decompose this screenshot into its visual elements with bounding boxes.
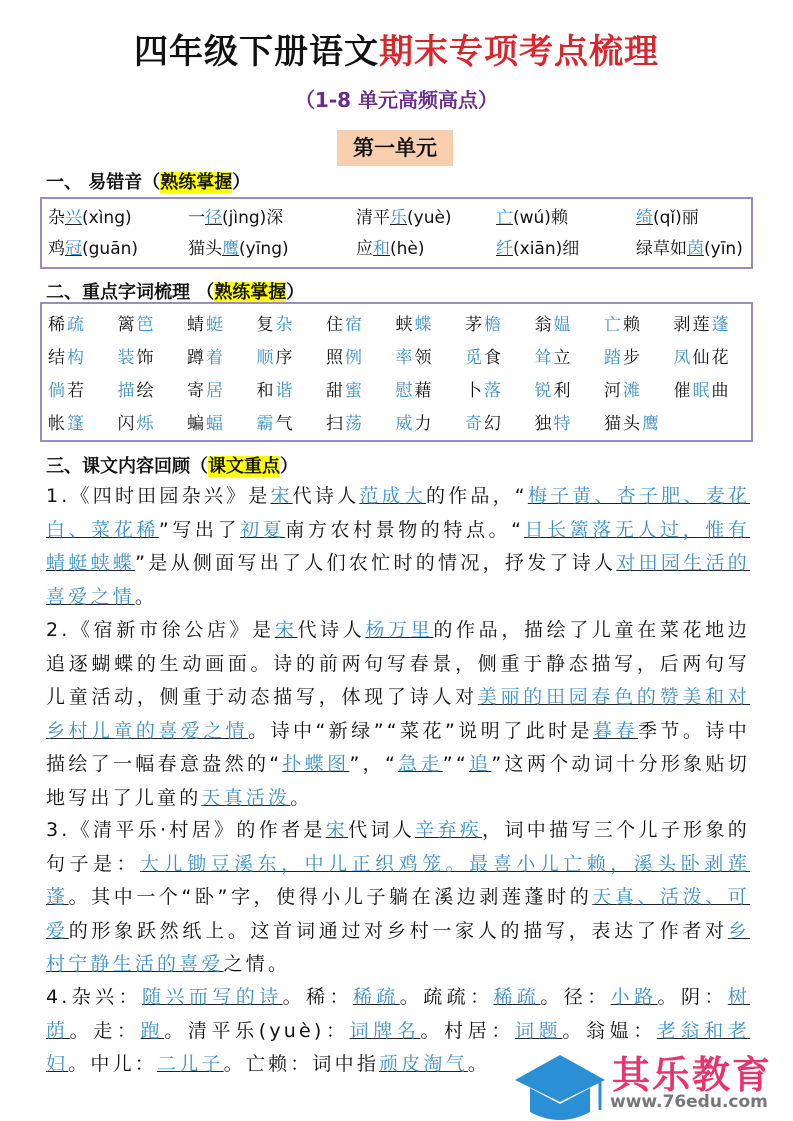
text: 照 [326,348,345,368]
word-item [674,375,744,408]
highlight: 课文重点 [208,456,280,477]
text: 步 [623,348,642,368]
section-end: ） [280,456,298,477]
watermark-name: 其乐教育 [612,1053,773,1097]
text: 。中儿： [68,1053,158,1075]
text: 蝙 [187,414,206,434]
underlined-answer: 二儿子 [157,1053,224,1075]
text: (yīn) [704,239,743,259]
word-item [465,309,535,342]
key-character: 描 [117,381,137,401]
key-character: 慰 [395,381,415,401]
text: 复 [256,315,276,335]
underlined-answer: 径 [205,208,222,228]
underlined-answer: 顽皮淘气 [379,1053,468,1075]
section-heading-3 [46,452,298,478]
underlined-answer: 梅子黄、杏子肥、麦花白、菜花稀 [46,485,750,541]
text: 。走： [69,1019,141,1042]
word-item [48,408,118,441]
underlined-answer: 扑蝶图 [282,753,350,775]
word-item [187,408,257,441]
text: 剥莲 [673,315,712,335]
key-character: 篷 [67,414,86,434]
key-character: 觅 [465,348,484,368]
word-item [187,342,257,375]
key-character: 锐 [534,381,554,401]
word-item [604,309,674,342]
underlined-answer: 稀疏 [493,986,541,1008]
word-item [326,342,396,375]
text: 代诗人 [297,619,366,641]
word-item [535,408,605,441]
underlined-answer: 追 [468,753,492,775]
underlined-answer: 亡 [496,208,513,228]
text: 稀 [48,315,67,335]
text: 食 [484,348,503,368]
text: 之情。 [223,953,291,975]
word-item [118,375,188,408]
text: 蛱 [395,315,415,335]
text: 猫头 [604,414,642,434]
word-item [396,309,466,342]
key-character: 蜓 [206,315,225,335]
key-character: 滩 [623,381,642,401]
text: (qǐ)丽 [653,208,699,228]
text: 。其中一个“卧”字，使得小儿子躺在溪边剥莲蓬时的 [68,886,593,908]
underlined-answer: 急走 [398,753,443,775]
underlined-answer: 鹰 [222,239,239,259]
text: 应 [356,239,373,259]
highlight: 熟练掌握 [160,172,233,193]
text: 绘 [136,381,156,401]
key-character: 居 [206,381,225,401]
word-item [48,342,118,375]
underlined-answer: 跑 [140,1019,165,1042]
key-character: 媪 [553,315,573,335]
key-character: 落 [484,381,503,401]
word-item [257,342,327,375]
underlined-answer: 随兴而写的诗 [142,986,283,1008]
word-item [604,375,674,408]
text: 卜 [465,381,484,401]
text: (jìng)深 [222,208,284,228]
underlined-answer: 杨万里 [365,619,434,641]
pronunciation-item [636,203,756,234]
text: 绿草如 [636,239,687,259]
underlined-answer: 绮 [636,208,653,228]
word-item [48,309,118,342]
title-black: 四年级下册语文 [134,32,379,72]
word-item [604,342,674,375]
word-item [465,375,535,408]
word-item [604,408,674,441]
pronunciation-item [48,234,188,265]
word-item [535,309,605,342]
text: ”是从侧面写出了人们农忙时的情况，抒发了诗人 [135,552,617,574]
text: 住 [326,315,345,335]
paragraph-3 [46,814,750,982]
word-item [465,408,535,441]
key-character: 倘 [48,381,67,401]
key-character: 例 [345,348,364,368]
key-character: 檐 [484,315,503,335]
pronunciation-item [636,234,756,265]
text: 的形象跃然纸上。这首词通过对乡村一家人的描写，表达了作者对 [68,919,728,942]
underlined-answer: 宋 [325,819,349,841]
text: (yīng) [239,239,289,259]
text: 若 [67,381,86,401]
text: 代词人 [348,819,416,841]
section-label: 一、 易错音（ [46,172,161,193]
underlined-answer: 日长篱落无人过，惟有蜻蜓蛱蝶 [46,518,750,574]
subtitle: （1-8 单元高频高点） [294,88,499,112]
pronunciation-item [48,203,188,234]
paragraph-2 [46,614,750,815]
pronunciation-item [188,234,356,265]
word-item [535,375,605,408]
text: 闪 [117,414,137,434]
word-item [257,309,327,342]
text: 藉 [414,381,434,401]
key-character: 杂 [275,315,295,335]
text: 饰 [136,348,156,368]
key-character: 笆 [136,315,156,335]
text: 。径： [540,986,611,1008]
text: 杂 [48,208,65,228]
text: 一 [188,208,205,228]
text: 领 [414,348,434,368]
key-character: 蓬 [711,315,731,335]
key-character: 蜜 [345,381,364,401]
key-character: 蝠 [206,414,225,434]
text: 。 [134,585,158,608]
underlined-answer: 暮春 [593,719,638,742]
key-character: 蝶 [414,315,434,335]
key-character: 亡 [604,315,623,335]
text: 代诗人 [292,485,360,507]
text: ，词中描写三个儿子形象的句子是： [46,819,751,875]
text: 仙花 [692,348,731,368]
text: ”这两个动词十分形象贴切地写出了儿童的 [46,753,751,809]
text: 河 [604,381,623,401]
text: 篱 [117,315,137,335]
word-item [118,408,188,441]
text: ”写出了 [158,518,241,541]
section-label: 二、重点字词梳理 （ [46,282,215,303]
text: 3.《清平乐·村居》的作者是 [46,819,326,841]
key-character: 荡 [345,414,364,434]
underlined-answer: 小路 [610,986,658,1008]
text: 的作品，“ [425,485,528,507]
key-character: 奇 [465,414,484,434]
key-character: 霸 [256,414,276,434]
underlined-answer: 词题 [515,1019,563,1042]
text: ”“ [442,753,469,775]
section-end: ） [232,172,251,193]
text: 甜 [326,381,345,401]
section-heading-1 [46,168,250,194]
key-character: 眠 [692,381,712,401]
pronunciation-item [496,234,636,265]
text: 帐 [48,414,67,434]
text: 。翁媪： [562,1019,657,1042]
underlined-answer: 树荫 [46,986,751,1042]
watermark-url: www.76edu.com [610,1092,768,1112]
text: 猫头 [188,239,222,259]
title-red: 期末专项考点梳理 [379,32,659,72]
text: 利 [553,381,573,401]
key-character: 着 [206,348,225,368]
word-item [465,342,535,375]
section-label: 三、课文内容回顾（ [46,456,208,477]
key-character: 特 [553,414,573,434]
unit-heading: 第一单元 [337,130,453,166]
underlined-answer: 宋 [270,485,293,507]
text: 。稀： [282,986,353,1008]
pronunciation-item [188,203,356,234]
text: 。清平乐(yuè)： [164,1019,350,1042]
text: 和 [256,381,276,401]
underlined-answer: 冠 [65,239,82,259]
key-character: 烁 [136,414,156,434]
text: 。疏疏： [399,986,494,1008]
text: 。阴： [657,986,728,1008]
word-item [535,342,605,375]
key-character: 装 [117,348,137,368]
underlined-answer: 和 [373,239,390,259]
text: 。亡赖：词中指 [223,1053,380,1075]
text: 蹲 [187,348,206,368]
key-character: 构 [67,348,86,368]
key-character: 凤 [673,348,693,368]
underlined-answer: 乐 [390,208,407,228]
text: ”，“ [349,753,398,775]
text: 4.杂兴： [46,986,143,1008]
text: 。诗中“新绿”“菜花”说明了此时是 [248,719,594,742]
word-item [257,375,327,408]
text: 南方农村景物的特点。“ [285,518,525,541]
word-item [326,375,396,408]
text: 独 [534,414,554,434]
page-title [0,24,793,73]
pronunciation-item [356,234,496,265]
word-item [118,309,188,342]
key-character: 耸 [534,348,554,368]
pronunciation-item [356,203,496,234]
word-item [118,342,188,375]
text: 1.《四时田园杂兴》是 [46,485,271,507]
text: 寄 [187,381,206,401]
paragraph-1 [46,480,750,614]
text: 鸡 [48,239,65,259]
word-item [674,309,744,342]
text: 结 [48,348,67,368]
text: 。 [290,786,313,809]
word-item [396,408,466,441]
word-item [326,408,396,441]
word-item [187,375,257,408]
word-item [396,375,466,408]
text: 蜻 [187,315,206,335]
underlined-answer: 兴 [65,208,82,228]
text: 力 [414,414,434,434]
text: 的作品，描绘了儿童在菜花地边追逐蝴蝶的生动画面。诗的前两句写春景，侧重于静态描写，后两句写儿童活动，侧重于动态描写，体现了诗人对 [46,619,750,708]
word-item [187,309,257,342]
text: 序 [275,348,295,368]
underlined-answer: 天真活泼 [201,786,291,809]
underlined-answer: 对田园生活的喜爱之情 [46,552,750,608]
key-character: 宿 [345,315,364,335]
text: 幻 [484,414,503,434]
key-character: 疏 [67,315,86,335]
text: (hè) [390,239,425,259]
pronunciation-item [496,203,636,234]
text: 催 [673,381,693,401]
text: 清平 [356,208,390,228]
text: 。 [467,1053,491,1075]
text: 曲 [711,381,731,401]
key-character: 威 [395,414,415,434]
pronunciation-box [40,197,753,269]
underlined-answer: 纤 [496,239,513,259]
underlined-answer: 辛弃疾 [415,819,483,841]
underlined-answer: 大儿锄豆溪东，中儿正织鸡笼。最喜小儿亡赖，溪头卧剥莲蓬 [46,852,750,908]
word-item [257,408,327,441]
text: 翁 [534,315,554,335]
text: 赖 [623,315,642,335]
text: (xiān)细 [513,239,580,259]
underlined-answer: 范成大 [359,485,426,507]
underlined-answer: 老翁和老妇 [46,1019,750,1075]
underlined-answer: 茵 [687,239,704,259]
text: 立 [553,348,573,368]
word-item [48,375,118,408]
text: (wú)赖 [513,208,568,228]
key-character: 谐 [275,381,295,401]
underlined-answer: 初夏 [240,518,286,541]
text: 。村居： [420,1019,516,1042]
text: (xìng) [82,208,132,228]
text: (guān) [82,239,139,259]
key-character: 顺 [256,348,276,368]
word-item [674,342,744,375]
underlined-answer: 乡村宁静生活的喜爱 [46,919,750,975]
text: 扫 [326,414,345,434]
section-heading-2 [46,278,304,304]
underlined-answer: 稀疏 [352,986,400,1008]
key-character: 率 [395,348,415,368]
word-item [326,309,396,342]
key-character: 踏 [604,348,623,368]
text: 季节。诗中描绘了一幅春意盎然的“ [46,719,750,775]
underlined-answer: 美丽的田园春色的赞美和对乡村儿童的喜爱之情 [46,686,750,742]
word-item [396,342,466,375]
section-end: ） [286,282,305,303]
underlined-answer: 宋 [274,619,298,641]
underlined-answer: 天真、活泼、可爱 [46,886,750,942]
highlight: 熟练掌握 [214,282,287,303]
text: 茅 [465,315,484,335]
text: (yuè) [407,208,452,228]
text: 气 [275,414,295,434]
underlined-answer: 词牌名 [349,1019,421,1042]
key-character: 鹰 [642,414,661,434]
text: 2.《宿新市徐公店》是 [46,619,275,641]
words-box [40,302,753,442]
